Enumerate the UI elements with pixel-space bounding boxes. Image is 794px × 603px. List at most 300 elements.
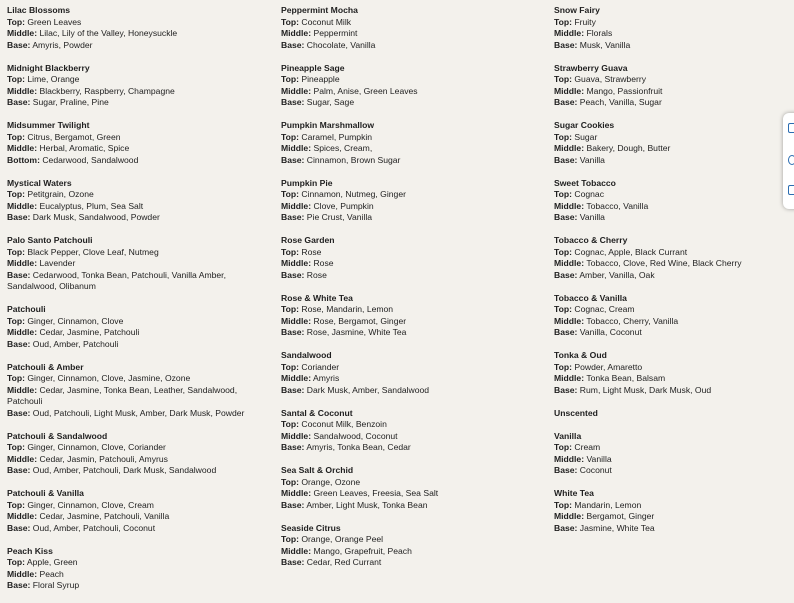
note-label: Top: (554, 189, 572, 199)
note-line (281, 488, 543, 500)
scent-name: Patchouli & Vanilla (7, 488, 84, 498)
note-label: Middle: (7, 28, 38, 38)
note-line (554, 247, 769, 259)
note-label: Middle: (554, 453, 585, 464)
note-label: Top: (7, 315, 25, 326)
note-line (281, 86, 543, 98)
note-value: Bergamot, Ginger (586, 511, 655, 521)
scent-column-3 (554, 5, 769, 546)
note-label: Top: (554, 499, 572, 510)
note-label: Middle: (281, 430, 312, 441)
scent-name: Rose & White Tea (281, 292, 353, 303)
note-label: Base: (554, 465, 578, 475)
scent-name: Tobacco & Cherry (554, 235, 628, 245)
note-line (281, 74, 543, 86)
note-line (281, 155, 543, 167)
note-line (7, 247, 269, 259)
note-label: Base: (7, 465, 31, 475)
note-value: Musk, Vanilla (579, 39, 631, 50)
note-label: Middle: (7, 258, 38, 268)
scent-name: White Tea (554, 488, 594, 498)
note-line (7, 97, 269, 109)
note-label: Middle: (554, 28, 585, 38)
note-label: Top: (554, 16, 572, 27)
note-line (281, 201, 543, 213)
note-line (7, 580, 269, 592)
scent-name: Midnight Blackberry (7, 62, 90, 73)
note-value: Tobacco, Vanilla (586, 200, 649, 211)
note-value: Tobacco, Clove, Red Wine, Black Cherry (586, 258, 742, 268)
note-label: Middle: (554, 258, 585, 268)
note-label: Middle: (7, 143, 38, 153)
note-value: Herbal, Aromatic, Spice (39, 143, 130, 153)
note-line (281, 258, 543, 270)
note-value: Amyris (313, 373, 340, 383)
note-label: Base: (281, 327, 305, 337)
note-label: Top: (554, 246, 572, 257)
note-label: Top: (281, 476, 299, 487)
scent-name: Patchouli & Amber (7, 361, 84, 372)
scent-column-2 (281, 5, 543, 580)
note-label: Base: (281, 269, 305, 280)
note-value: Amber, Vanilla, Oak (579, 269, 655, 280)
note-line (281, 40, 543, 52)
note-value: Cinnamon, Brown Sugar (306, 154, 401, 165)
scent-entry (554, 63, 769, 109)
note-value: Cream (574, 442, 601, 452)
note-label: Middle: (281, 85, 312, 96)
scent-name: Sugar Cookies (554, 120, 615, 130)
note-value: Rose (306, 269, 327, 280)
note-line (7, 500, 269, 512)
note-value: Cinnamon, Nutmeg, Ginger (301, 189, 406, 199)
scent-entry (554, 293, 769, 339)
note-value: Sandalwood, Coconut (313, 430, 398, 441)
scent-entry (281, 350, 543, 396)
note-value: Fruity (574, 16, 596, 27)
note-value: Apple, Green (26, 557, 78, 567)
scent-entry (554, 488, 769, 534)
note-line (554, 201, 769, 213)
scent-name: Patchouli (7, 304, 46, 314)
note-line (281, 362, 543, 374)
note-value: Green Leaves, Freesia, Sea Salt (313, 488, 439, 498)
scent-name: Mystical Waters (7, 177, 72, 188)
note-label: Middle: (7, 327, 38, 337)
note-line (7, 557, 269, 569)
note-value: Cedar, Jasmin, Patchouli, Amyrus (39, 453, 168, 464)
bookmark-icon[interactable] (788, 185, 794, 195)
scent-name: Pumpkin Marshmallow (281, 120, 375, 130)
note-label: Middle: (281, 488, 312, 498)
note-line (554, 362, 769, 374)
note-label: Top: (7, 373, 25, 383)
note-label: Middle: (554, 200, 585, 211)
note-label: Top: (7, 74, 25, 84)
note-value: Ginger, Cinnamon, Clove, Coriander (27, 442, 166, 452)
note-line (281, 17, 543, 29)
scent-entry (281, 523, 543, 569)
note-value: Oud, Amber, Patchouli, Coconut (32, 522, 156, 533)
note-line (7, 74, 269, 86)
note-value: Lilac, Lily of the Valley, Honeysuckle (39, 28, 178, 38)
note-value: Floral Syrup (32, 580, 80, 590)
note-label: Middle: (281, 545, 312, 556)
note-line (281, 316, 543, 328)
note-value: Pie Crust, Vanilla (306, 212, 373, 222)
scent-name: Peach Kiss (7, 545, 53, 556)
note-line (7, 385, 269, 408)
note-value: Rose (301, 246, 322, 257)
note-line (7, 201, 269, 213)
note-value: Coriander (301, 361, 340, 372)
note-label: Base: (281, 212, 305, 222)
note-line (7, 316, 269, 328)
note-line (554, 270, 769, 282)
scent-name: Vanilla (554, 430, 582, 441)
note-label: Top: (281, 131, 299, 142)
note-label: Base: (281, 557, 305, 567)
note-value: Dark Musk, Sandalwood, Powder (32, 212, 160, 222)
note-line (7, 17, 269, 29)
note-label: Base: (281, 97, 305, 107)
note-line (554, 132, 769, 144)
scent-name: Sandalwood (281, 350, 332, 360)
scent-entry (554, 178, 769, 224)
note-line (554, 155, 769, 167)
note-line (554, 258, 769, 270)
scent-entry (281, 408, 543, 454)
scent-entry (7, 120, 269, 166)
note-label: Middle: (281, 143, 312, 153)
note-label: Middle: (7, 85, 38, 96)
note-line (554, 523, 769, 535)
note-label: Base: (7, 522, 31, 533)
note-value: Tobacco, Cherry, Vanilla (586, 315, 679, 326)
scent-entry (554, 235, 769, 281)
note-value: Sugar (574, 131, 598, 142)
note-value: Caramel, Pumpkin (301, 131, 373, 142)
scent-entry (554, 350, 769, 396)
scent-entry (7, 362, 269, 420)
note-label: Top: (281, 419, 299, 429)
note-line (7, 28, 269, 40)
scent-name: Strawberry Guava (554, 62, 628, 73)
scent-entry (554, 431, 769, 477)
note-value: Amber, Light Musk, Tonka Bean (306, 499, 428, 510)
scent-entry (281, 235, 543, 281)
scent-entry (7, 546, 269, 592)
scent-entry (281, 5, 543, 51)
note-line (7, 523, 269, 535)
scent-name: Sweet Tobacco (554, 177, 616, 188)
note-value: Cognac (574, 189, 604, 199)
note-line (281, 431, 543, 443)
note-label: Base: (554, 384, 578, 395)
note-value: Orange, Orange Peel (301, 534, 384, 544)
scent-name: Sea Salt & Orchid (281, 465, 354, 475)
note-label: Top: (7, 131, 25, 142)
note-value: Eucalyptus, Plum, Sea Salt (39, 200, 144, 211)
scent-name: Seaside Citrus (281, 522, 341, 533)
note-line (554, 442, 769, 454)
note-value: Jasmine, White Tea (579, 522, 655, 533)
note-line (7, 155, 269, 167)
scent-name: Tobacco & Vanilla (554, 292, 627, 303)
note-label: Top: (7, 442, 25, 452)
note-line (554, 454, 769, 466)
note-label: Middle: (281, 315, 312, 326)
note-value: Mango, Passionfruit (586, 85, 663, 96)
note-value: Rose, Jasmine, White Tea (306, 327, 407, 337)
note-line (554, 385, 769, 397)
note-value: Petitgrain, Ozone (27, 189, 94, 199)
note-line (281, 557, 543, 569)
note-line (7, 270, 269, 293)
note-line (281, 212, 543, 224)
note-value: Mango, Grapefruit, Peach (313, 545, 412, 556)
scent-name: Unscented (554, 407, 598, 418)
note-line (281, 143, 543, 155)
note-label: Top: (281, 304, 299, 314)
bookmark-icon[interactable] (788, 123, 794, 133)
chat-icon[interactable] (788, 155, 794, 165)
note-label: Middle: (281, 373, 312, 383)
scent-name: Santal & Coconut (281, 407, 353, 418)
note-label: Middle: (281, 258, 312, 268)
note-label: Top: (7, 499, 25, 510)
note-label: Top: (7, 16, 25, 27)
note-line (554, 304, 769, 316)
note-line (281, 132, 543, 144)
note-line (7, 373, 269, 385)
note-line (7, 189, 269, 201)
note-label: Top: (281, 189, 299, 199)
note-line (7, 212, 269, 224)
note-line (554, 212, 769, 224)
note-line (554, 74, 769, 86)
scent-entry (7, 431, 269, 477)
note-label: Top: (281, 16, 299, 27)
note-value: Clove, Pumpkin (313, 200, 374, 211)
note-value: Cedarwood, Sandalwood (42, 154, 139, 165)
note-line (281, 327, 543, 339)
note-line (281, 500, 543, 512)
note-line (554, 40, 769, 52)
note-label: Middle: (281, 28, 312, 38)
note-value: Ginger, Cinnamon, Clove, Jasmine, Ozone (27, 373, 191, 383)
note-line (554, 28, 769, 40)
note-value: Ginger, Cinnamon, Clove, Cream (27, 499, 154, 510)
note-label: Base: (281, 384, 305, 395)
note-value: Peppermint (313, 28, 358, 38)
note-label: Base: (554, 39, 578, 50)
note-line (281, 189, 543, 201)
note-line (281, 546, 543, 558)
note-value: Guava, Strawberry (574, 74, 647, 84)
note-line (281, 304, 543, 316)
scent-name: Patchouli & Sandalwood (7, 430, 108, 441)
scent-name: Lilac Blossoms (7, 5, 71, 15)
note-line (281, 385, 543, 397)
note-value: Florals (586, 28, 613, 38)
scent-entry (281, 465, 543, 511)
note-label: Base: (7, 580, 31, 590)
note-label: Base: (281, 442, 305, 452)
note-label: Middle: (7, 200, 38, 211)
note-value: Cedar, Red Currant (306, 557, 382, 567)
note-value: Vanilla (579, 212, 605, 222)
note-line (7, 258, 269, 270)
note-label: Bottom: (7, 154, 40, 165)
note-label: Middle: (554, 373, 585, 383)
note-value: Lime, Orange (27, 74, 80, 84)
note-value: Coconut Milk, Benzoin (301, 419, 387, 429)
note-line (554, 316, 769, 328)
note-value: Citrus, Bergamot, Green (27, 131, 121, 142)
note-line (7, 40, 269, 52)
note-label: Base: (7, 39, 31, 50)
note-value: Sugar, Sage (306, 97, 355, 107)
note-label: Top: (281, 246, 299, 257)
note-value: Spices, Cream, (313, 143, 373, 153)
note-value: Cedarwood, Tonka Bean, Patchouli, Vanilla Amber, Sandalwood, Olibanum (7, 269, 226, 291)
note-label: Middle: (554, 143, 585, 153)
note-value: Oud, Patchouli, Light Musk, Amber, Dark Musk, Powder (32, 407, 245, 418)
note-label: Base: (7, 97, 31, 107)
note-value: Bakery, Dough, Butter (586, 143, 671, 153)
note-label: Base: (7, 338, 31, 349)
scent-entry (281, 178, 543, 224)
note-label: Base: (281, 154, 305, 165)
note-value: Cognac, Apple, Black Currant (574, 246, 688, 257)
note-value: Vanilla, Coconut (579, 327, 642, 337)
floating-side-toolbar[interactable] (783, 113, 794, 209)
note-value: Cedar, Jasmine, Tonka Bean, Leather, Sandalwood, Patchouli (7, 384, 238, 406)
scent-name: Palo Santo Patchouli (7, 235, 93, 245)
note-label: Middle: (7, 384, 38, 395)
scent-name: Peppermint Mocha (281, 5, 358, 15)
scent-entry (554, 120, 769, 166)
note-label: Top: (554, 442, 572, 452)
note-value: Rum, Light Musk, Dark Musk, Oud (579, 384, 712, 395)
scent-entry (7, 304, 269, 350)
note-label: Top: (7, 189, 25, 199)
note-line (554, 373, 769, 385)
note-value: Coconut (579, 465, 612, 475)
note-line (7, 408, 269, 420)
note-label: Top: (554, 304, 572, 314)
note-label: Base: (7, 269, 31, 280)
note-line (281, 442, 543, 454)
note-line (554, 327, 769, 339)
note-label: Middle: (7, 453, 38, 464)
note-value: Peach, Vanilla, Sugar (579, 97, 662, 107)
scent-name: Pumpkin Pie (281, 177, 333, 188)
note-label: Base: (554, 97, 578, 107)
note-line (281, 534, 543, 546)
note-value: Vanilla (579, 154, 605, 165)
note-label: Top: (281, 74, 299, 84)
note-line (554, 143, 769, 155)
note-line (7, 143, 269, 155)
note-line (281, 270, 543, 282)
note-value: Palm, Anise, Green Leaves (313, 85, 418, 96)
note-value: Rose, Bergamot, Ginger (313, 315, 407, 326)
note-value: Green Leaves (27, 16, 82, 27)
note-line (7, 442, 269, 454)
note-value: Lavender (39, 258, 76, 268)
scent-entry (554, 5, 769, 51)
note-value: Sugar, Praline, Pine (32, 97, 109, 107)
note-line (554, 17, 769, 29)
note-line (7, 454, 269, 466)
note-line (281, 419, 543, 431)
note-label: Base: (281, 39, 305, 50)
note-value: Orange, Ozone (301, 476, 361, 487)
note-line (554, 189, 769, 201)
note-value: Rose (313, 258, 334, 268)
scent-entry (7, 178, 269, 224)
scent-entry (7, 63, 269, 109)
note-line (7, 511, 269, 523)
note-label: Top: (7, 246, 25, 257)
note-label: Middle: (281, 200, 312, 211)
note-value: Pineapple (301, 74, 340, 84)
note-label: Top: (554, 74, 572, 84)
note-value: Black Pepper, Clove Leaf, Nutmeg (27, 246, 159, 257)
note-value: Amyris, Powder (32, 39, 93, 50)
note-value: Ginger, Cinnamon, Clove (27, 315, 124, 326)
note-label: Top: (281, 361, 299, 372)
note-label: Middle: (554, 511, 585, 521)
scent-name: Pineapple Sage (281, 62, 345, 73)
note-line (7, 339, 269, 351)
note-label: Middle: (554, 315, 585, 326)
scent-name: Tonka & Oud (554, 350, 607, 360)
scent-column-1 (7, 5, 269, 603)
note-value: Dark Musk, Amber, Sandalwood (306, 384, 430, 395)
note-label: Middle: (554, 85, 585, 96)
note-label: Middle: (7, 568, 38, 579)
note-label: Base: (7, 212, 31, 222)
note-value: Cedar, Jasmine, Patchouli, Vanilla (39, 511, 170, 521)
note-line (554, 97, 769, 109)
note-line (281, 373, 543, 385)
note-line (7, 86, 269, 98)
note-value: Cedar, Jasmine, Patchouli (39, 327, 140, 337)
note-value: Oud, Amber, Patchouli (32, 338, 119, 349)
note-value: Oud, Amber, Patchouli, Dark Musk, Sandalwood (32, 465, 217, 475)
note-value: Powder, Amaretto (574, 361, 643, 372)
note-value: Chocolate, Vanilla (306, 39, 376, 50)
scent-name: Rose Garden (281, 235, 335, 245)
note-label: Base: (554, 327, 578, 337)
scent-name: Snow Fairy (554, 5, 600, 15)
note-line (281, 97, 543, 109)
note-line (281, 477, 543, 489)
note-value: Coconut Milk (301, 16, 352, 27)
note-value: Amyris, Tonka Bean, Cedar (306, 442, 411, 452)
note-label: Top: (554, 131, 572, 142)
scent-name: Midsummer Twilight (7, 120, 90, 130)
note-label: Base: (554, 269, 578, 280)
note-value: Peach (39, 568, 64, 579)
note-line (281, 28, 543, 40)
note-value: Blackberry, Raspberry, Champagne (39, 85, 175, 96)
note-line (554, 511, 769, 523)
note-line (281, 247, 543, 259)
